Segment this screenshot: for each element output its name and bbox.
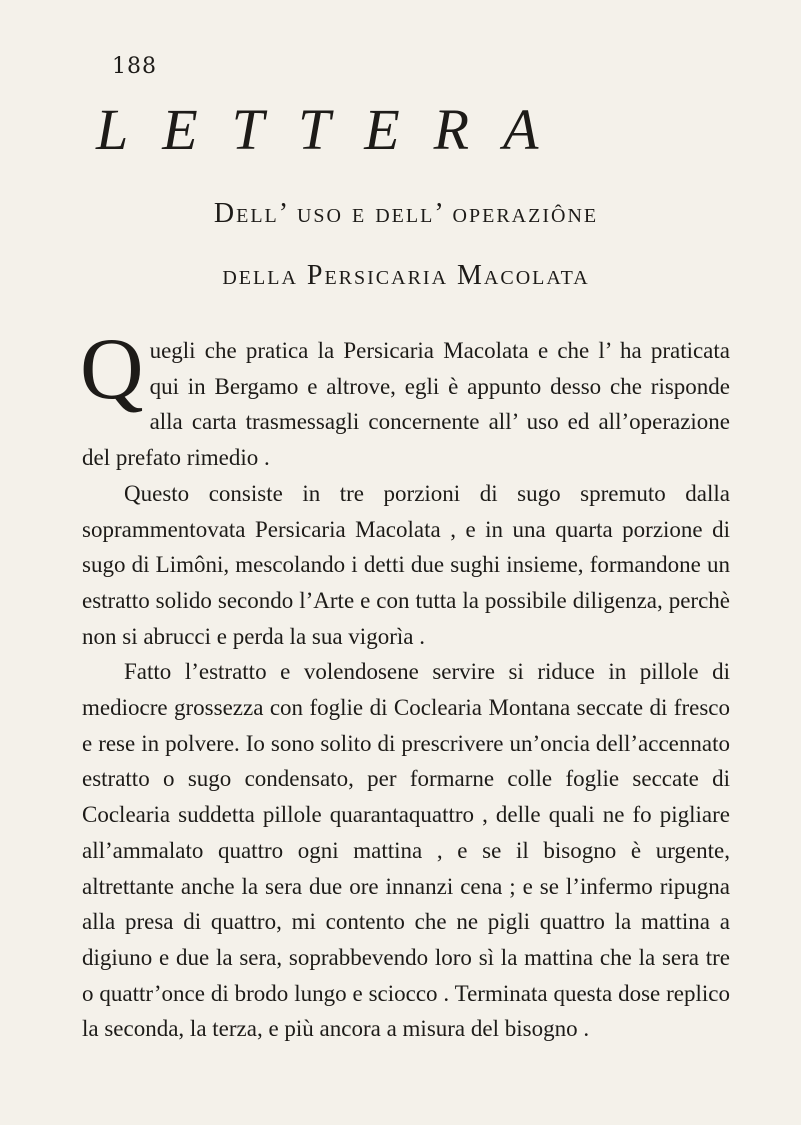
paragraph-3: Fatto l’estratto e volendosene servire si riduce in pillole di mediocre grossezza con foglie di Coclearia Montana seccate di fresco e rese in polvere. Io sono solito di prescrivere un’oncia dell’accennato estratto o sugo condensato, per formarne colle foglie seccate di Coclearia suddetta pillole quarantaquattro , delle quali ne fo pigliare all’ammalato quattro ogni mattina , e se il bisogno è urgente, altrettante anche la sera due ore innanzi cena ; e se l’infermo ripugna alla presa di quattro, mi contento che ne pigli quattro la mattina a digiuno e due la sera, soprabbevendo loro sì la mattina che la sera tre o quattr’once di brodo lungo e sciocco . Terminata questa dose replico la seconda, la terza, e più ancora a misura del bisogno . xyxy=(82,659,730,1042)
page-number: 188 xyxy=(112,54,157,79)
subtitle-line-1: Dell’ uso e dell’ operaziône xyxy=(213,198,599,229)
page-title: LETTERA xyxy=(96,97,573,162)
letter-body xyxy=(80,321,730,1047)
drop-cap: Q xyxy=(80,321,144,418)
paragraph-1-text: uegli che pratica la Persicaria Macolata e che l’ ha praticata qui in Bergamo e altrove, egli è appunto desso che risponde alla carta trasmessagli concernente all’ uso ed all’operazione del prefato rimedio . xyxy=(82,338,730,471)
subtitle-line-2: della Persicaria Macolata xyxy=(222,260,590,291)
paragraph-1 xyxy=(80,321,730,476)
paragraph-2: Questo consiste in tre porzioni di sugo spremuto dalla soprammentovata Persicaria Macolata , e in una quarta porzione di sugo di Limôni, mescolando i detti due sughi insieme, formandone un estratto solido secondo l’Arte e con tutta la possibile diligenza, perchè non si abrucci e perda la sua vigorìa . xyxy=(82,480,730,649)
